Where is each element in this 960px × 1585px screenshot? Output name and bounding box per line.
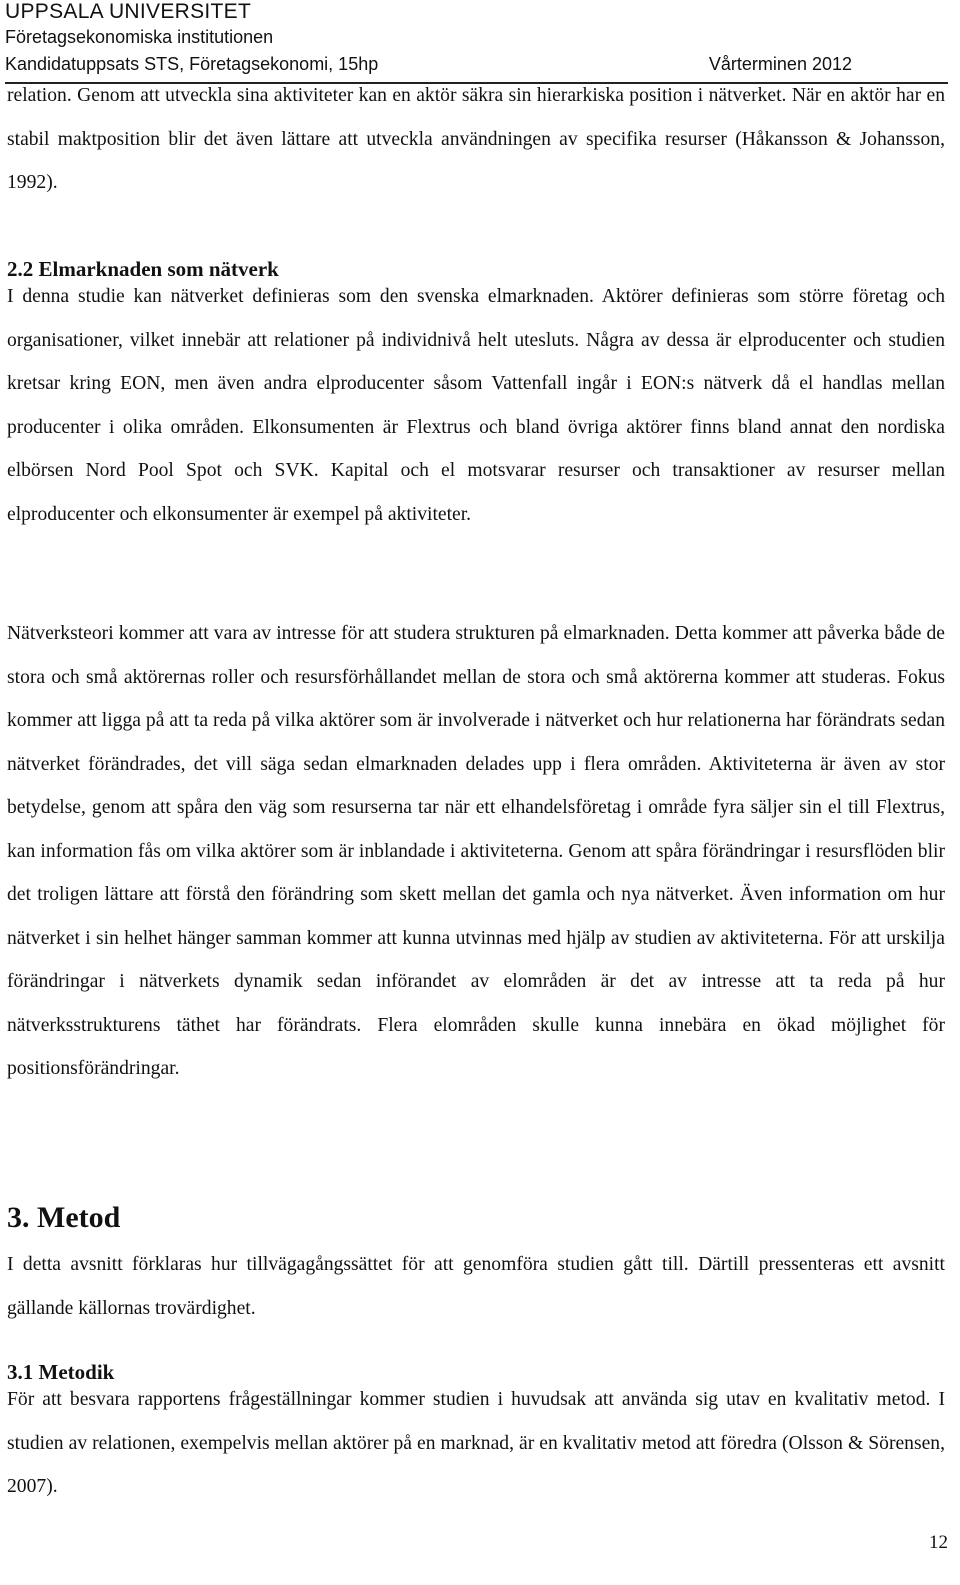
section-3-body	[7, 1243, 945, 1330]
heading-2-2: 2.2 Elmarknaden som nätverk	[7, 257, 279, 281]
section-network-theory	[7, 612, 945, 1091]
header-university: UPPSALA UNIVERSITET	[5, 0, 252, 23]
section-3	[7, 1201, 945, 1235]
paragraph-method-intro: I detta avsnitt förklaras hur tillvägagångssättet för att genomföra studien gått till. Därtill pressenteras ett avsnitt gällande källornas trovärdighet.	[7, 1254, 945, 1319]
paragraph-methodology: För att besvara rapportens frågeställningar kommer studien i huvudsak att använda sig utav en kvalitativ metod. I studien av relationen, exempelvis mellan aktörer på en marknad, är en kvalitativ metod att föredra (Olsson & Sörensen, 2007).	[7, 1389, 945, 1497]
section-3-1-body	[7, 1378, 945, 1509]
section-intro	[7, 74, 945, 205]
header-department: Företagsekonomiska institutionen	[5, 27, 274, 47]
paragraph-network-relations: relation. Genom att utveckla sina aktiviteter kan en aktör säkra sin hierarkiska position i nätverket. När en aktör har en stabil maktposition blir det även lättare att utveckla användningen av specifika resurser (Håkansson & Johansson, 1992).	[7, 85, 945, 193]
header-course: Kandidatuppsats STS, Företagsekonomi, 15hp	[5, 54, 379, 74]
heading-3-1: 3.1 Metodik	[7, 1360, 115, 1384]
section-2-2-body	[7, 275, 945, 536]
page-number: 12	[929, 1532, 948, 1553]
heading-3: 3. Metod	[7, 1201, 121, 1234]
paragraph-electricity-market: I denna studie kan nätverket definieras som den svenska elmarknaden. Aktörer definieras som större företag och organisationer, vilket innebär att relationer på individnivå helt utesluts. Några av dessa är elproducenter och studien kretsar kring EON, men även andra elproducenter såsom Vattenfall ingår i EON:s nätverk då el handlas mellan producenter i olika områden. Elkonsumenten är Flextrus och bland övriga aktörer finns bland annat den nordiska elbörsen Nord Pool Spot och SVK. Kapital och el motsvarar resurser och transaktioner av resurser mellan elproducenter och elkonsumenter är exempel på aktiviteter.	[7, 286, 945, 525]
header-term: Vårterminen 2012	[708, 54, 852, 74]
paragraph-network-theory: Nätverksteori kommer att vara av intresse för att studera strukturen på elmarknaden. Detta kommer att påverka både de stora och små aktörernas roller och resursförhållandet mellan de stora och små aktörerna kommer att studeras. Fokus kommer att ligga på att ta reda på vilka aktörer som är involverade i nätverket och hur relationerna har förändrats sedan nätverket förändrades, det vill säga sedan elmarknaden delades upp i flera områden. Aktiviteterna är även av stor betydelse, genom att spåra den väg som resurserna tar när ett elhandelsföretag i område fyra säljer sin el till Flextrus, kan information fås om vilka aktörer som är inblandade i aktiviteterna. Genom att spåra förändringar i resursflöden blir det troligen lättare att förstå den förändring som skett mellan det gamla och nya nätverket. Även information om hur nätverket i sin helhet hänger samman kommer att kunna utvinnas med hjälp av studien av aktiviteterna. För att urskilja förändringar i nätverkets dynamik sedan införandet av elområden är det av intresse att ta reda på hur nätverksstrukturens täthet har förändrats. Flera elområden skulle kunna innebära en ökad möjlighet för positionsförändringar.	[7, 623, 945, 1079]
